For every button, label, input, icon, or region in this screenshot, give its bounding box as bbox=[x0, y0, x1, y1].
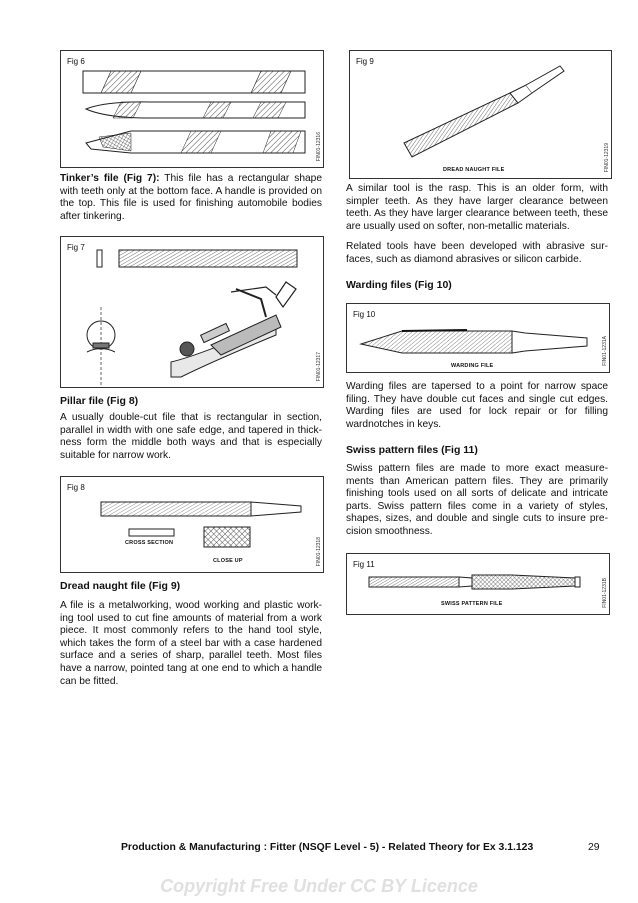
figure-label: Fig 9 bbox=[356, 57, 374, 66]
footer-text: Production & Manufacturing : Fitter (NSQF Level - 5) - Related Theory for Ex 3.1.123 bbox=[121, 842, 534, 853]
fig6-files-illustration bbox=[61, 51, 323, 167]
figure-code: FIN01-12316 bbox=[316, 131, 322, 161]
figure-code: FIN01-12319 bbox=[604, 142, 610, 172]
figure-8 bbox=[60, 476, 324, 573]
tinkers-file-paragraph bbox=[60, 173, 322, 223]
figure-code: FIN01-12317 bbox=[316, 351, 322, 381]
fig10-warding-file-illustration bbox=[347, 304, 609, 372]
figure-label: Fig 6 bbox=[67, 57, 85, 66]
figure-code: FIN01-1231B bbox=[602, 578, 608, 608]
figure-label: Fig 11 bbox=[353, 560, 375, 569]
swiss-pattern-text: Swiss pattern files are made to more exact measure-ments than American pattern files. They are primarily finishing tools used on all sorts of delicate and intricate parts. Swiss pattern files come in a variety of styles, shapes, sizes, and double and single cuts to insure pre-cision smoothness. bbox=[346, 463, 608, 537]
figure-code: FIN01-1231A bbox=[602, 336, 608, 366]
copyright-watermark: Copyright Free Under CC BY Licence bbox=[160, 876, 478, 896]
figure-caption: WARDING FILE bbox=[451, 363, 494, 369]
figure-caption: SWISS PATTERN FILE bbox=[441, 601, 503, 607]
figure-label: Fig 8 bbox=[67, 483, 85, 492]
pillar-file-text: A usually double-cut file that is rectangular in section, parallel in width with one safe edge, and tapered in thick-ness form the middle both ways and that is especially suitable for narrow work. bbox=[60, 412, 322, 461]
figure-10 bbox=[346, 303, 610, 373]
figure-label: Fig 10 bbox=[353, 310, 376, 319]
rasp-text: A similar tool is the rasp. This is an older form, with simpler teeth. As they have larger clearance between teeth. As they have larger clearance between teeth, these are usually used on softer, non-metallic materials. bbox=[346, 183, 608, 232]
tinkers-file-text: with teeth only at the bottom face. A handle is provided on the top. This file is used for finishing automobile bodies after tinkering. bbox=[60, 185, 322, 222]
close-up-label: CLOSE UP bbox=[213, 558, 243, 564]
figure-label: Fig 7 bbox=[67, 243, 85, 252]
dread-naught-heading: Dread naught file (Fig 9) bbox=[60, 580, 181, 592]
figure-7 bbox=[60, 236, 324, 388]
tinkers-file-term: Tinker’s file (Fig 7): bbox=[60, 173, 160, 184]
warding-files-heading: Warding files (Fig 10) bbox=[346, 279, 452, 291]
fig9-dread-naught-file-illustration bbox=[350, 51, 611, 178]
swiss-pattern-heading: Swiss pattern files (Fig 11) bbox=[346, 444, 478, 456]
figure-caption: DREAD NAUGHT FILE bbox=[443, 167, 505, 173]
dread-naught-text: A file is a metalworking, wood working and plastic work-ing tool used to cut fine amounts of material from a work piece. It most commonly refers to the hand tool style, which takes the form of a steel bar with a case hardened surface and a series of sharp, parallel teeth. Most files have a narrow, pointed tang at one end to which a handle can be fitted. bbox=[60, 600, 322, 687]
figure-code: FIN01-12318 bbox=[316, 536, 322, 566]
cross-section-label: CROSS SECTION bbox=[125, 540, 174, 546]
tinkers-file-first-line: This file has a rectangular shape bbox=[159, 173, 322, 184]
figure-11 bbox=[346, 553, 610, 615]
pillar-file-heading: Pillar file (Fig 8) bbox=[60, 395, 139, 407]
figure-9 bbox=[349, 50, 612, 179]
warding-files-text: Warding files are tapersed to a point for narrow space filing. They have double cut faces and single cut edges. Warding files are used for lock repair or for filling wardnotches in keys. bbox=[346, 381, 608, 430]
fig7-tinkers-file-illustration bbox=[61, 237, 323, 387]
page-number: 29 bbox=[588, 842, 600, 853]
figure-6 bbox=[60, 50, 324, 168]
fig8-pillar-file-illustration bbox=[61, 477, 323, 572]
related-tools-text: Related tools have been developed with abrasive sur-faces, such as diamond abrasives or silicon carbide. bbox=[346, 241, 608, 265]
